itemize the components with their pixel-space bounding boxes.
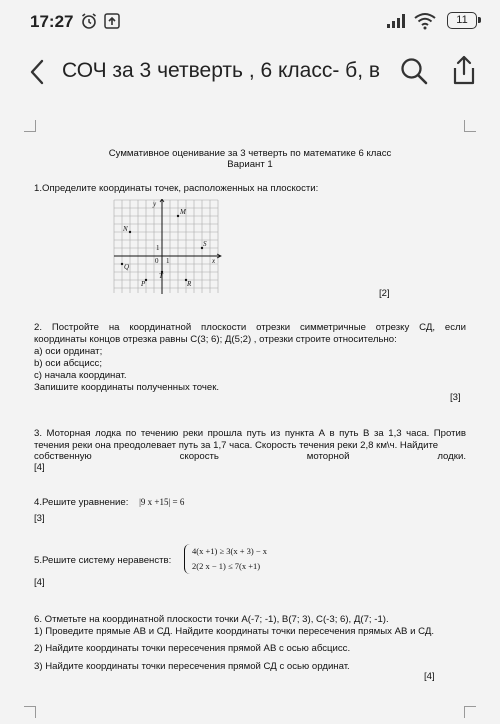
graph-label-P: P xyxy=(141,280,146,288)
task3-score: [4] xyxy=(34,462,45,473)
task2-line-6: Запишите координаты полученных точек. xyxy=(34,382,220,393)
status-bar xyxy=(0,0,500,44)
search-icon[interactable] xyxy=(399,56,429,86)
graph-label-y: y xyxy=(153,200,157,208)
share-icon[interactable] xyxy=(449,54,479,86)
task4-equation: |9 x +15| = 6 xyxy=(139,497,185,507)
task4-score: [3] xyxy=(34,513,45,524)
task3-line-3: собственную скорость моторной лодки. xyxy=(34,451,466,462)
task1-coordinate-grid xyxy=(113,199,223,295)
alarm-icon xyxy=(80,12,98,30)
signal-icon xyxy=(386,13,408,29)
graph-label-S: S xyxy=(203,240,207,248)
task6-line-3: 2) Найдите координаты точки пересечения прямой АВ с осью абсцисс. xyxy=(34,643,351,654)
task6-line-2: 1) Проведите прямые АВ и СД. Найдите координаты точки пересечения прямых АВ и СД. xyxy=(34,626,434,637)
graph-label-R: R xyxy=(187,280,192,288)
status-time: 17:27 xyxy=(30,12,74,31)
app-bar xyxy=(0,44,500,100)
battery-level: 11 xyxy=(456,14,468,26)
graph-label-x: x xyxy=(212,257,216,265)
upload-notification-icon xyxy=(104,13,120,29)
task2-line-5: с) начала координат. xyxy=(34,370,127,381)
task4-row xyxy=(34,497,466,508)
task5-inequality-2: 2(2 x − 1) ≤ 7(x +1) xyxy=(192,561,261,571)
task2-line-3: а) оси ординат; xyxy=(34,346,103,357)
back-arrow-icon[interactable] xyxy=(24,54,52,90)
task3-line-1: 3. Моторная лодка по течению реки прошла путь из пункта А в путь В за 1,3 часа. Против xyxy=(34,428,466,439)
document-heading: Суммативное оценивание за 3 четверть по математике 6 класс xyxy=(108,148,392,159)
document-page xyxy=(34,130,466,724)
task1-score: [2] xyxy=(379,288,390,299)
graph-label-Q: Q xyxy=(124,263,130,271)
graph-label-N: N xyxy=(123,225,128,233)
task2-line-1: 2. Постройте на координатной плоскости отрезки симметричные отрезку СД, если xyxy=(34,322,466,333)
wifi-icon xyxy=(414,12,436,30)
task2-line-2: координаты концов отрезка равны С(3; 6); Д(5;2) , отрезки строите относительно: xyxy=(34,334,397,345)
graph-label-T: T xyxy=(159,272,163,280)
task5-system xyxy=(184,544,267,574)
task3-line-2: течения реки она преодолевает путь за 1,7 часа. Скорость течения реки 2,8 км\ч. Найдите xyxy=(34,440,439,451)
task4-text: 4.Решите уравнение: xyxy=(34,497,129,508)
task6-score: [4] xyxy=(424,671,435,682)
task5-score: [4] xyxy=(34,577,45,588)
task5-text: 5.Решите систему неравенств: xyxy=(34,555,172,566)
task6-line-1: 6. Отметьте на координатной плоскости точки А(-7; -1), В(7; 3), С(-3; 6), Д(7; -1). xyxy=(34,614,389,625)
task6-line-4: 3) Найдите координаты точки пересечения прямой СД с осью ординат. xyxy=(34,661,350,672)
graph-label-M: M xyxy=(180,208,186,216)
task2-score: [3] xyxy=(450,392,461,403)
task2-line-4: b) оси абсцисс; xyxy=(34,358,102,369)
graph-label-origin: 0 xyxy=(155,257,159,265)
task5-inequality-1: 4(x +1) ≥ 3(x + 3) − x xyxy=(192,546,267,556)
page-title: СОЧ за 3 четверть , 6 класс- б, в xyxy=(62,59,381,82)
graph-label-one-x: 1 xyxy=(166,257,170,265)
task1-text: 1.Определите координаты точек, расположенных на плоскости: xyxy=(34,183,319,194)
battery-icon xyxy=(447,12,477,29)
document-variant: Вариант 1 xyxy=(227,159,273,170)
graph-label-one-y: 1 xyxy=(156,244,160,252)
